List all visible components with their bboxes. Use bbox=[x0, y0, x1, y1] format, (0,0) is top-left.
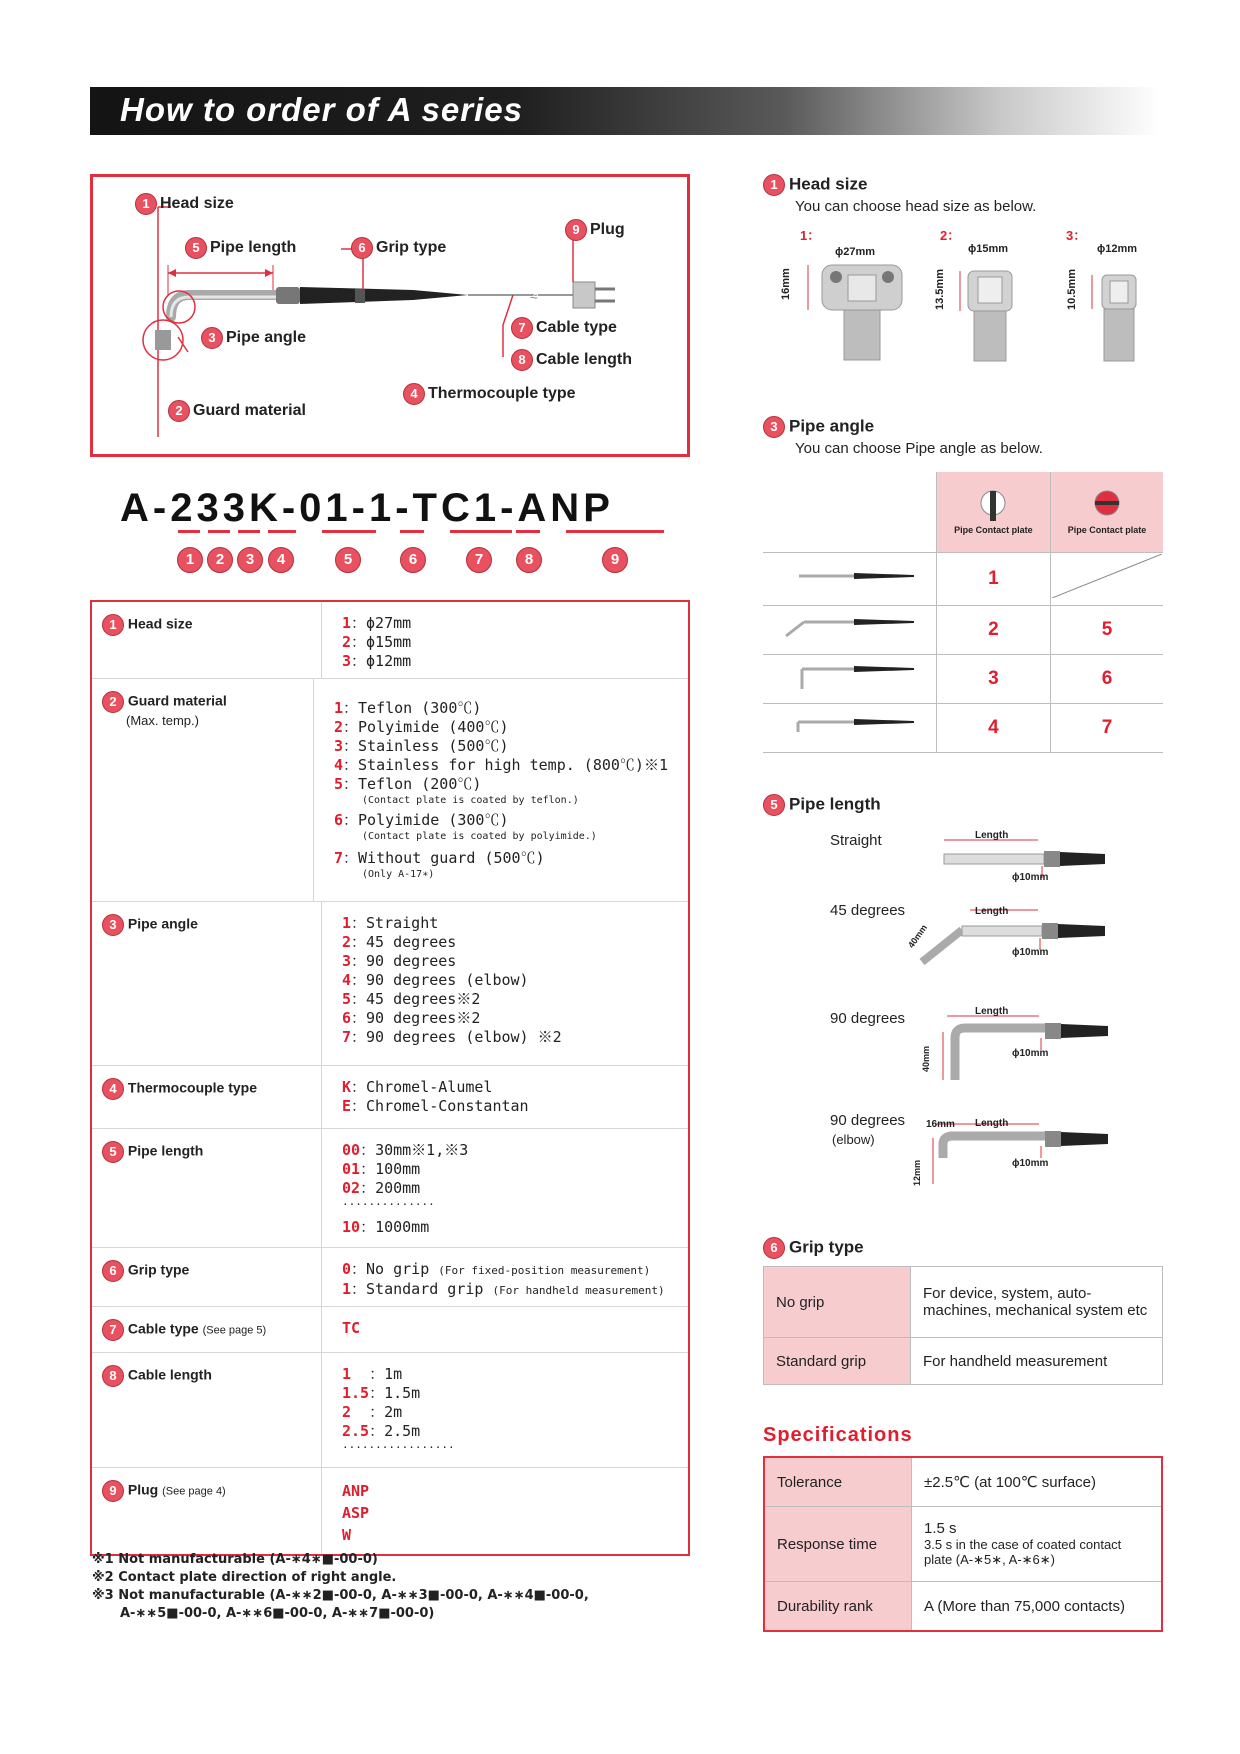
contact-plate-option-b: Pipe Contact plate bbox=[1051, 472, 1164, 553]
pipe-length-title: 5 Pipe length bbox=[763, 794, 881, 816]
specifications-title: Specifications bbox=[763, 1424, 913, 1446]
spec-row-cable-type: 7 Cable type (See page 5) TC bbox=[92, 1307, 688, 1353]
length-label: Length bbox=[975, 906, 1009, 917]
elbow-height-label: 12mm bbox=[912, 1159, 922, 1186]
code-marker: 1 bbox=[177, 547, 203, 573]
pipe-length-straight-label: Straight bbox=[830, 832, 882, 849]
option-line: 3：ϕ12mm bbox=[342, 652, 412, 670]
spec-row-thermocouple-type: 4 Thermocouple type K：Chromel-Alumel E：Chromel-Constantan bbox=[92, 1066, 688, 1129]
footnote: ※2 Contact plate direction of right angle. bbox=[92, 1570, 397, 1585]
option-note: (Contact plate is coated by polyimide.) bbox=[362, 831, 597, 842]
pipe-angle-header bbox=[763, 472, 1163, 553]
diagram-label-thermocouple-type: 4 Thermocouple type bbox=[403, 383, 576, 405]
diameter-label: ϕ10mm bbox=[1012, 947, 1049, 958]
head-height: 13.5mm bbox=[934, 269, 946, 310]
diameter-label: ϕ10mm bbox=[1012, 1048, 1049, 1059]
spec-row-pipe-length: 5 Pipe length 00：30mm※1,※3 01：100mm 02：200mm ·············· 10：1000mm bbox=[92, 1129, 688, 1248]
pipe-length-45-label: 45 degrees bbox=[830, 902, 906, 919]
option-line: 01：100mm bbox=[342, 1160, 421, 1178]
option-line: ANP bbox=[342, 1482, 370, 1500]
spec-row: Response time 1.5 s 3.5 s in the case of coated contact plate (A-∗5∗, A-∗6∗) bbox=[764, 1507, 1162, 1582]
head-width: ϕ27mm bbox=[835, 246, 876, 258]
head-size-option-label: 2： bbox=[940, 228, 961, 243]
contact-plate-icon bbox=[1077, 489, 1137, 523]
svg-text:≈: ≈ bbox=[530, 288, 538, 304]
option-line: 1：Standard grip (For handheld measurement) bbox=[342, 1280, 665, 1298]
spec-row-cable-length: 8 Cable length 1 ：1m 1.5：1.5m 2 ：2m 2.5：2.5m ················· bbox=[92, 1353, 688, 1468]
pipe-angle-row: 3 6 bbox=[763, 655, 1163, 704]
code-underline bbox=[322, 530, 376, 533]
order-spec-table bbox=[90, 600, 690, 1556]
option-line: 1.5：1.5m bbox=[342, 1384, 421, 1402]
spec-row-guard-material: 2 Guard material (Max. temp.) 1：Teflon (300℃) 2：Polyimide (400℃) 3：Stainless (500℃) 4：Stainless for high temp. (800℃)※1 5：Teflon (200℃) (Contact plate is coated by teflon.) 6：Polyimide (300℃) (Contact plate is coated by polyimide.) 7：Without guard (500℃) (Only A-17∗) bbox=[92, 679, 688, 902]
option-line: 6：90 degrees※2 bbox=[342, 1009, 481, 1027]
length-label: Length bbox=[975, 1118, 1009, 1129]
pipe-length-90-elbow-label: 90 degrees bbox=[830, 1112, 906, 1129]
option-line: TC bbox=[342, 1319, 361, 1337]
grip-type-table bbox=[763, 1266, 1163, 1385]
grip-row: Standard grip For handheld measurement bbox=[764, 1338, 1163, 1385]
code-marker: 5 bbox=[335, 547, 361, 573]
head-height: 10.5mm bbox=[1066, 269, 1078, 310]
pipe-angle-row: 1 bbox=[763, 553, 1163, 606]
option-line: 3：Stainless (500℃) bbox=[334, 737, 509, 755]
code-marker: 6 bbox=[400, 547, 426, 573]
option-line: 10：1000mm bbox=[342, 1218, 430, 1236]
option-line: 2：ϕ15mm bbox=[342, 633, 412, 651]
option-line: 6：Polyimide (300℃) bbox=[334, 811, 509, 829]
code-marker: 3 bbox=[237, 547, 263, 573]
head-height: 16mm bbox=[780, 268, 792, 300]
option-line: 2.5：2.5m bbox=[342, 1422, 421, 1440]
spec-row-pipe-angle: 3 Pipe angle 1：Straight 2：45 degrees 3：90 degrees 4：90 degrees (elbow) 5：45 degrees※2 6：90 degrees※2 7：90 degrees (elbow) ※2 bbox=[92, 902, 688, 1066]
pipe-angle-desc: You can choose Pipe angle as below. bbox=[795, 440, 1043, 457]
offset-label: 40mm bbox=[906, 922, 930, 950]
code-marker: 7 bbox=[466, 547, 492, 573]
grip-row: No grip For device, system, auto-machines, mechanical system etc bbox=[764, 1267, 1163, 1338]
code-underline bbox=[268, 530, 296, 533]
contact-plate-option-a: Pipe Contact plate bbox=[936, 472, 1050, 553]
option-line: K：Chromel-Alumel bbox=[342, 1078, 493, 1096]
code-underline bbox=[178, 530, 200, 533]
angle-45-probe-icon bbox=[774, 612, 924, 642]
option-line: 1：ϕ27mm bbox=[342, 614, 412, 632]
option-line: 5：45 degrees※2 bbox=[342, 990, 481, 1008]
spec-row: Durability rank A (More than 75,000 contacts) bbox=[764, 1582, 1162, 1632]
option-line: 2：45 degrees bbox=[342, 933, 457, 951]
option-line: W bbox=[342, 1526, 352, 1544]
option-line: E：Chromel-Constantan bbox=[342, 1097, 529, 1115]
option-line: 3：90 degrees bbox=[342, 952, 457, 970]
option-line: 7：Without guard (500℃) bbox=[334, 849, 545, 867]
code-marker: 4 bbox=[268, 547, 294, 573]
pipe-length-90-elbow-sub: (elbow) bbox=[832, 1132, 875, 1147]
option-line: 0：No grip (For fixed-position measurement) bbox=[342, 1260, 651, 1278]
diagram-label-cable-type: 7 Cable type bbox=[511, 317, 617, 339]
code-underline bbox=[400, 530, 424, 533]
option-line: 4：90 degrees (elbow) bbox=[342, 971, 529, 989]
pipe-angle-title: 3 Pipe angle bbox=[763, 416, 874, 438]
option-line: 02：200mm bbox=[342, 1179, 421, 1197]
elbow-offset-label: 16mm bbox=[926, 1119, 955, 1130]
code-underline bbox=[238, 530, 260, 533]
angle-90-probe-icon bbox=[774, 661, 924, 691]
pipe-angle-row: 4 7 bbox=[763, 704, 1163, 753]
option-ellipsis: ················· bbox=[342, 1441, 455, 1454]
footnote: A-∗∗5■-00-0, A-∗∗6■-00-0, A-∗∗7■-00-0) bbox=[120, 1606, 435, 1621]
diagram-label-grip-type: 6 Grip type bbox=[351, 237, 446, 259]
option-line: 2 ：2m bbox=[342, 1403, 403, 1421]
spec-row-head-size: 1 Head size 1：ϕ27mm 2：ϕ15mm 3：ϕ12mm bbox=[92, 602, 688, 679]
offset-label: 40mm bbox=[921, 1045, 931, 1072]
spec-row-plug: 9 Plug (See page 4) ANP ASP W bbox=[92, 1468, 688, 1554]
length-label: Length bbox=[975, 1006, 1009, 1017]
option-line: 1：Straight bbox=[342, 914, 439, 932]
straight-probe-icon bbox=[774, 566, 924, 586]
not-available-slash bbox=[1052, 554, 1162, 598]
code-underline bbox=[450, 530, 512, 533]
code-marker: 8 bbox=[516, 547, 542, 573]
diagram-label-pipe-length: 5 Pipe length bbox=[185, 237, 296, 259]
code-marker: 9 bbox=[602, 547, 628, 573]
page-title: How to order of A series bbox=[120, 91, 523, 128]
head-size-desc: You can choose head size as below. bbox=[795, 198, 1037, 215]
probe-diagram bbox=[90, 174, 690, 457]
pipe-angle-table bbox=[763, 472, 1163, 753]
footnote: ※1 Not manufacturable (A-∗4∗■-00-0) bbox=[92, 1552, 378, 1567]
footnotes bbox=[92, 1551, 589, 1623]
code-underline bbox=[566, 530, 664, 533]
footnote: ※3 Not manufacturable (A-∗∗2■-00-0, A-∗∗3■-00-0, A-∗∗4■-00-0, bbox=[92, 1588, 589, 1603]
option-line: 2：Polyimide (400℃) bbox=[334, 718, 509, 736]
contact-plate-icon bbox=[963, 489, 1023, 523]
diameter-label: ϕ10mm bbox=[1012, 872, 1049, 883]
option-line: 4：Stainless for high temp. (800℃)※1 bbox=[334, 756, 668, 774]
pipe-angle-row: 2 5 bbox=[763, 606, 1163, 655]
diagram-label-cable-length: 8 Cable length bbox=[511, 349, 632, 371]
head-size-option-label: 1： bbox=[800, 228, 821, 243]
head-size-option-label: 3： bbox=[1066, 228, 1087, 243]
diameter-label: ϕ10mm bbox=[1012, 1158, 1049, 1169]
option-line: 1 ：1m bbox=[342, 1365, 403, 1383]
option-line: 00：30mm※1,※3 bbox=[342, 1141, 469, 1159]
diagram-label-head-size: 1 Head size bbox=[135, 193, 234, 215]
pipe-length-90-label: 90 degrees bbox=[830, 1010, 906, 1027]
spec-row: Tolerance ±2.5℃ (at 100℃ surface) bbox=[764, 1457, 1162, 1507]
code-underline bbox=[516, 530, 540, 533]
spec-row-grip-type: 6 Grip type 0：No grip (For fixed-position measurement) 1：Standard grip (For handheld measurement) bbox=[92, 1248, 688, 1307]
diagram-label-pipe-angle: 3 Pipe angle bbox=[201, 327, 306, 349]
option-line: 7：90 degrees (elbow) ※2 bbox=[342, 1028, 562, 1046]
option-note: (Only A-17∗) bbox=[362, 869, 435, 880]
head-width: ϕ15mm bbox=[968, 243, 1009, 255]
option-line: 1：Teflon (300℃) bbox=[334, 699, 482, 717]
diagram-label-guard-material: 2 Guard material bbox=[168, 400, 306, 422]
code-marker: 2 bbox=[207, 547, 233, 573]
option-note: (Contact plate is coated by teflon.) bbox=[362, 795, 579, 806]
head-width: ϕ12mm bbox=[1097, 243, 1138, 255]
grip-type-title: 6 Grip type bbox=[763, 1237, 864, 1259]
option-ellipsis: ·············· bbox=[342, 1198, 435, 1211]
length-label: Length bbox=[975, 830, 1009, 841]
option-line: 5：Teflon (200℃) bbox=[334, 775, 482, 793]
order-code: A-233K-01-1-TC1-ANP bbox=[120, 486, 614, 530]
head-size-illustration bbox=[800, 255, 1160, 365]
angle-90-elbow-probe-icon bbox=[774, 710, 924, 740]
page-banner bbox=[90, 87, 1160, 135]
specifications-table bbox=[763, 1456, 1163, 1632]
diagram-label-plug: 9 Plug bbox=[565, 219, 625, 241]
option-line: ASP bbox=[342, 1504, 370, 1522]
head-size-title: 1 Head size bbox=[763, 174, 867, 196]
code-underline bbox=[208, 530, 230, 533]
